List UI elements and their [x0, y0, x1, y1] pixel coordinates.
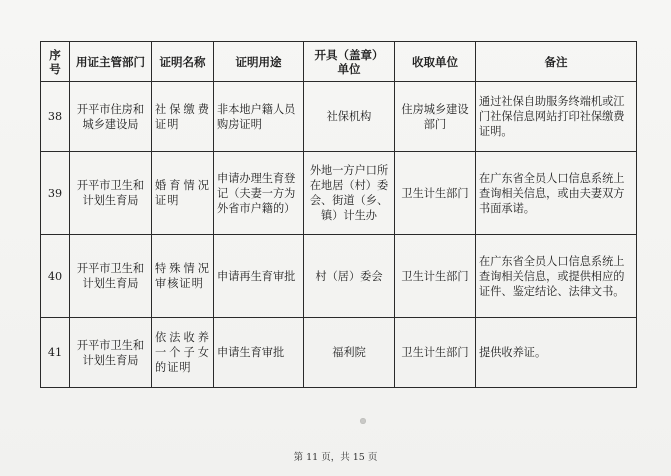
row-use: 申请办理生育登记（夫妻一方为外省市户籍的）	[214, 152, 304, 235]
row-issuer: 福利院	[304, 318, 395, 388]
row-note: 在广东省全员人口信息系统上查询相关信息，或由夫妻双方书面承诺。	[476, 152, 637, 235]
row-dept: 开平市卫生和计划生育局	[70, 318, 152, 388]
row-dept: 开平市住房和城乡建设局	[70, 82, 152, 152]
row-num: 41	[41, 318, 70, 388]
header-issuer: 开具（盖章） 单位	[304, 42, 395, 82]
row-issuer: 外地一方户口所在地居（村）委会、街道（乡、镇）计生办	[304, 152, 395, 235]
row-cert-name: 社保缴费证明	[152, 82, 214, 152]
row-recv: 卫生计生部门	[395, 318, 476, 388]
table-row	[41, 318, 637, 388]
row-cert-name: 依法收养一个子女的证明	[152, 318, 214, 388]
row-recv: 卫生计生部门	[395, 235, 476, 318]
row-issuer: 村（居）委会	[304, 235, 395, 318]
header-note: 备注	[476, 42, 637, 82]
certificate-table	[40, 41, 637, 388]
row-recv: 卫生计生部门	[395, 152, 476, 235]
row-issuer: 社保机构	[304, 82, 395, 152]
header-num: 序号	[41, 42, 70, 82]
row-num: 38	[41, 82, 70, 152]
row-num: 39	[41, 152, 70, 235]
row-dept: 开平市卫生和计划生育局	[70, 152, 152, 235]
table-header-row	[41, 42, 637, 82]
row-cert-name: 特殊情况审核证明	[152, 235, 214, 318]
header-dept: 用证主管部门	[70, 42, 152, 82]
header-name: 证明名称	[152, 42, 214, 82]
scan-mark	[360, 418, 366, 424]
row-note: 提供收养证。	[476, 318, 637, 388]
row-cert-name: 婚育情况证明	[152, 152, 214, 235]
table-row	[41, 82, 637, 152]
row-use: 申请生育审批	[214, 318, 304, 388]
row-note: 通过社保自助服务终端机或江门社保信息网站打印社保缴费证明。	[476, 82, 637, 152]
page-footer: 第 11 页，共 15 页	[293, 452, 378, 463]
row-recv: 住房城乡建设部门	[395, 82, 476, 152]
row-use: 申请再生育审批	[214, 235, 304, 318]
table-row	[41, 235, 637, 318]
table-row	[41, 152, 637, 235]
header-use: 证明用途	[214, 42, 304, 82]
row-dept: 开平市卫生和计划生育局	[70, 235, 152, 318]
row-note: 在广东省全员人口信息系统上查询相关信息，或提供相应的证件、鉴定结论、法律文书。	[476, 235, 637, 318]
row-num: 40	[41, 235, 70, 318]
row-use: 非本地户籍人员购房证明	[214, 82, 304, 152]
header-recv: 收取单位	[395, 42, 476, 82]
